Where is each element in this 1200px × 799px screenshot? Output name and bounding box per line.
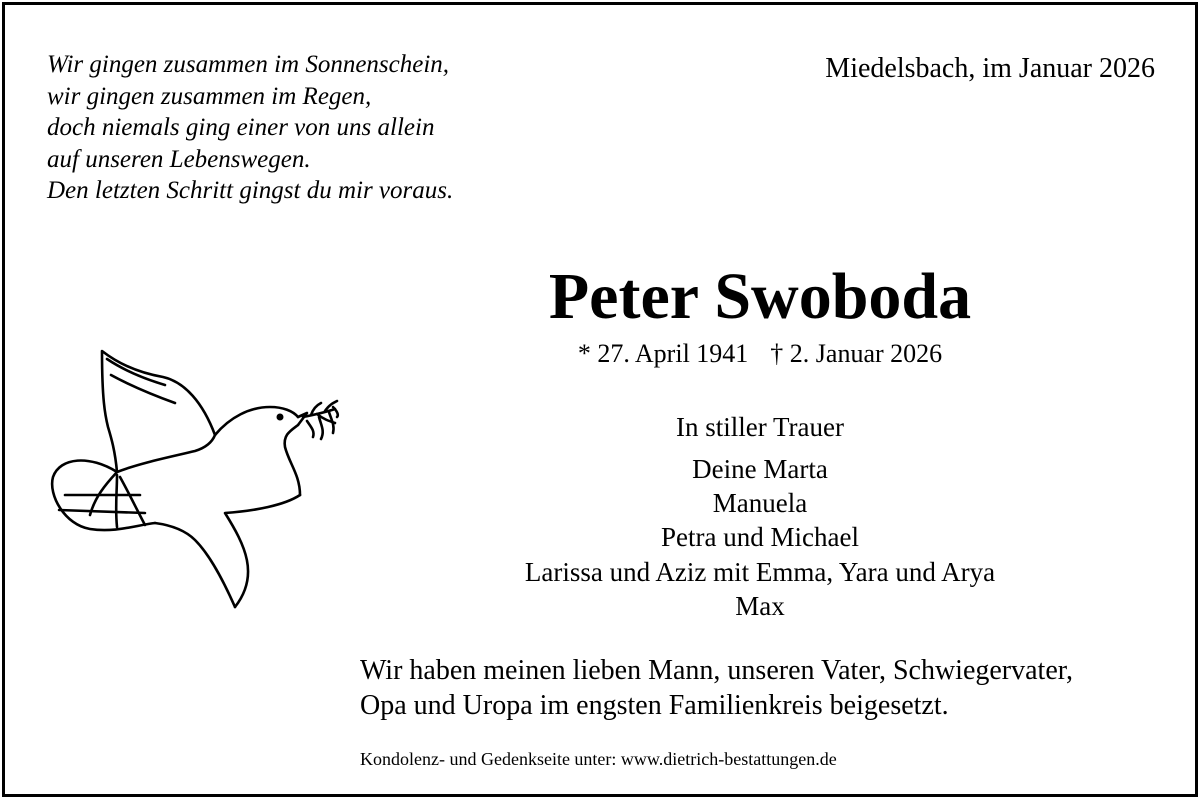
death-date: † 2. Januar 2026 <box>770 339 943 368</box>
place-and-date: Miedelsbach, im Januar 2026 <box>825 53 1155 84</box>
family-member: Petra und Michael <box>661 522 859 553</box>
poem-line: Den letzten Schritt gingst du mir voraus. <box>47 177 454 204</box>
deceased-name: Peter Swoboda <box>548 260 972 333</box>
poem-line: auf unseren Lebenswegen. <box>47 145 311 173</box>
family-member: Manuela <box>712 488 808 519</box>
family-member: Deine Marta <box>692 454 828 484</box>
birth-date: * 27. April 1941 <box>577 339 749 368</box>
condolence-footer: Kondolenz- und Gedenkseite unter: www.dietrich-bestattungen.de <box>360 749 837 769</box>
obituary-notice <box>2 2 1198 797</box>
poem-line: doch niemals ging einer von uns allein <box>47 114 435 141</box>
notice-line: Opa und Uropa im engsten Familienkreis beigesetzt. <box>360 690 949 721</box>
family-member: Max <box>735 590 785 621</box>
poem-line: Wir gingen zusammen im Sonnenschein, <box>47 51 450 78</box>
family-member: Larissa und Aziz mit Emma, Yara und Arya <box>524 556 996 587</box>
notice-line: Wir haben meinen lieben Mann, unseren Vater, Schwiegervater, <box>360 655 1073 686</box>
mourning-heading: In stiller Trauer <box>676 412 844 442</box>
poem-line: wir gingen zusammen im Regen, <box>47 82 372 110</box>
poem <box>47 49 453 207</box>
life-dates <box>5 338 1200 370</box>
family-members <box>5 452 1200 623</box>
burial-notice <box>360 653 1073 723</box>
